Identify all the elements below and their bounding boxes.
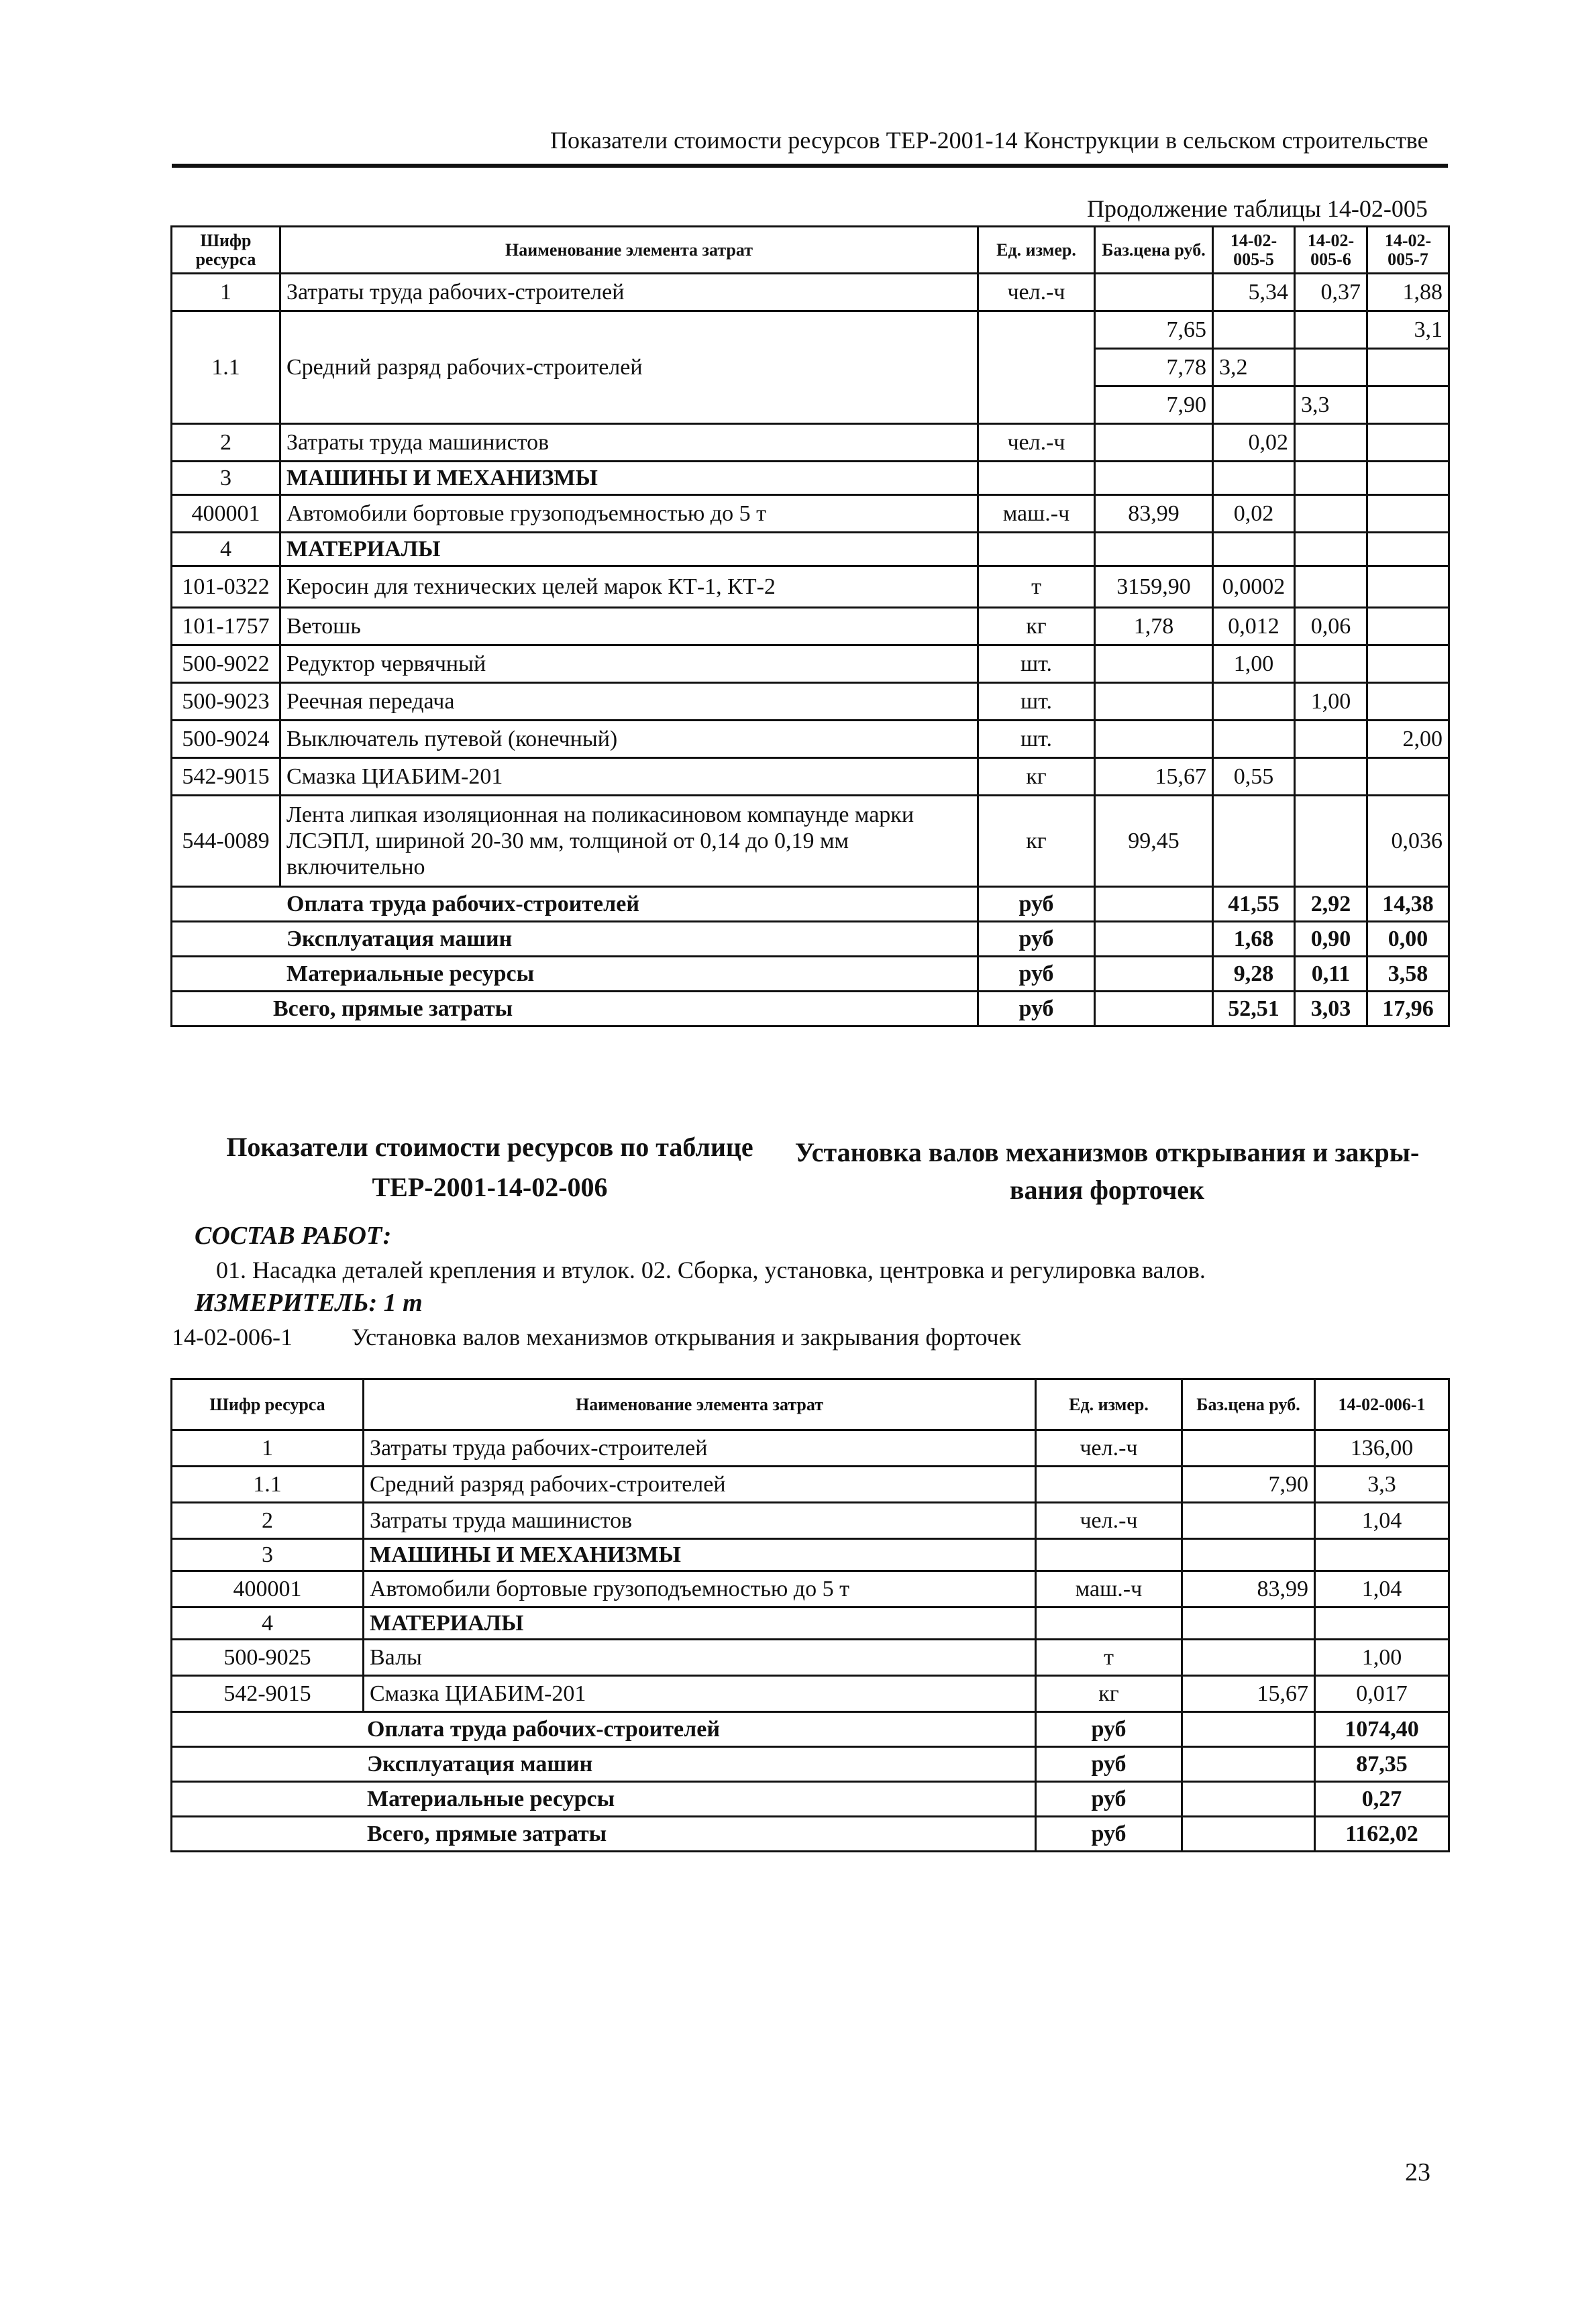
total-unit: руб — [1036, 1747, 1182, 1782]
cell-code: 542-9015 — [172, 1676, 364, 1712]
total-value: 2,92 — [1295, 887, 1367, 922]
item-title: Установка валов механизмов открывания и закрывания форточек — [352, 1324, 1022, 1351]
cell-price — [1095, 424, 1213, 462]
total-empty — [1182, 1712, 1315, 1747]
cell-value: 1,00 — [1213, 645, 1295, 683]
table-row — [172, 1503, 1449, 1539]
cell-name: Лента липкая изоляционная на поликасиновом компаунде марки ЛСЭПЛ, шириной 20-30 мм, толщиной от 0,14 до 0,19 мм включительно — [280, 796, 978, 887]
cell-value — [1213, 683, 1295, 721]
table-row — [172, 758, 1449, 796]
cell-price — [1095, 721, 1213, 758]
cell-price — [1182, 1640, 1315, 1676]
resource-table-14-02-006 — [170, 1378, 1450, 1852]
table-row — [172, 1467, 1449, 1503]
cell-unit — [1036, 1607, 1182, 1640]
total-label: Оплата труда рабочих-строителей — [172, 1712, 1036, 1747]
section-heading-machines: МАШИНЫ И МЕХАНИЗМЫ — [364, 1539, 1036, 1571]
cell-value — [1367, 349, 1449, 386]
total-value: 3,03 — [1295, 992, 1367, 1026]
header-name: Наименование элемента затрат — [280, 227, 978, 274]
cell-unit: чел.-ч — [1036, 1430, 1182, 1467]
header-col-2: 14-02-005-6 — [1295, 227, 1367, 274]
cell-code: 101-0322 — [172, 566, 280, 608]
table-row — [172, 1571, 1449, 1607]
cell-value — [1295, 311, 1367, 349]
cell-value — [1315, 1539, 1449, 1571]
header-code: Шифр ресурса — [172, 1379, 364, 1430]
header-col-3: 14-02-005-7 — [1367, 227, 1449, 274]
cell-value — [1213, 462, 1295, 495]
cell-name: Выключатель путевой (конечный) — [280, 721, 978, 758]
cell-price — [1095, 533, 1213, 566]
section-title-left — [195, 1127, 785, 1208]
cell-name: Ветошь — [280, 608, 978, 645]
cell-code: 4 — [172, 533, 280, 566]
table-row — [172, 274, 1449, 311]
header-unit: Ед. измер. — [978, 227, 1095, 274]
cell-name: Смазка ЦИАБИМ-201 — [280, 758, 978, 796]
cell-price — [1095, 274, 1213, 311]
table-row-section — [172, 533, 1449, 566]
cell-value — [1367, 608, 1449, 645]
total-value: 1162,02 — [1315, 1817, 1449, 1852]
cell-name: Керосин для технических целей марок КТ-1, КТ-2 — [280, 566, 978, 608]
cell-value — [1295, 721, 1367, 758]
cell-name: Затраты труда машинистов — [280, 424, 978, 462]
section-title-line: Установка валов механизмов открывания и закры- — [794, 1137, 1420, 1167]
cell-value — [1367, 462, 1449, 495]
total-value: 14,38 — [1367, 887, 1449, 922]
total-unit: руб — [1036, 1817, 1182, 1852]
cell-code: 400001 — [172, 495, 280, 533]
cell-value — [1295, 533, 1367, 566]
cell-unit: чел.-ч — [1036, 1503, 1182, 1539]
cell-unit: чел.-ч — [978, 274, 1095, 311]
cell-unit: маш.-ч — [978, 495, 1095, 533]
table-row — [172, 608, 1449, 645]
cell-code: 500-9023 — [172, 683, 280, 721]
total-label: Материальные ресурсы — [172, 957, 978, 992]
table-row — [172, 1430, 1449, 1467]
section-heading-materials: МАТЕРИАЛЫ — [280, 533, 978, 566]
cell-value: 3,2 — [1213, 349, 1295, 386]
cell-name: Затраты труда рабочих-строителей — [280, 274, 978, 311]
cell-name: Автомобили бортовые грузоподъемностью до 5 т — [364, 1571, 1036, 1607]
cell-value: 0,0002 — [1213, 566, 1295, 608]
total-value: 0,00 — [1367, 922, 1449, 957]
section-title-line: вания форточек — [1009, 1175, 1205, 1205]
cell-unit: чел.-ч — [978, 424, 1095, 462]
cell-price: 3159,90 — [1095, 566, 1213, 608]
total-empty — [1182, 1747, 1315, 1782]
cell-value — [1367, 386, 1449, 424]
cell-price: 15,67 — [1182, 1676, 1315, 1712]
cell-unit: маш.-ч — [1036, 1571, 1182, 1607]
table-row-section — [172, 1607, 1449, 1640]
total-label: Оплата труда рабочих-строителей — [172, 887, 978, 922]
header-col-1: 14-02-005-5 — [1213, 227, 1295, 274]
cell-name: Реечная передача — [280, 683, 978, 721]
cell-code: 500-9022 — [172, 645, 280, 683]
table-row — [172, 311, 1449, 349]
total-unit: руб — [1036, 1712, 1182, 1747]
total-unit: руб — [978, 992, 1095, 1026]
cell-price — [1095, 645, 1213, 683]
table-header-row — [172, 1379, 1449, 1430]
cell-value — [1367, 533, 1449, 566]
total-unit: руб — [978, 887, 1095, 922]
table-row — [172, 796, 1449, 887]
cell-value: 136,00 — [1315, 1430, 1449, 1467]
cell-name: Автомобили бортовые грузоподъемностью до 5 т — [280, 495, 978, 533]
cell-price — [1182, 1539, 1315, 1571]
cell-value: 5,34 — [1213, 274, 1295, 311]
cell-value — [1213, 311, 1295, 349]
total-value: 1074,40 — [1315, 1712, 1449, 1747]
cell-unit: шт. — [978, 683, 1095, 721]
cell-value — [1367, 683, 1449, 721]
cell-price: 99,45 — [1095, 796, 1213, 887]
cell-code: 2 — [172, 1503, 364, 1539]
total-label: Материальные ресурсы — [172, 1782, 1036, 1817]
total-value: 41,55 — [1213, 887, 1295, 922]
cell-code: 400001 — [172, 1571, 364, 1607]
cell-code: 1.1 — [172, 311, 280, 424]
total-value: 17,96 — [1367, 992, 1449, 1026]
cell-unit — [1036, 1467, 1182, 1503]
cell-price: 1,78 — [1095, 608, 1213, 645]
meter-line — [195, 1288, 423, 1318]
cell-value: 1,88 — [1367, 274, 1449, 311]
table-row — [172, 1676, 1449, 1712]
total-label: Всего, прямые затраты — [172, 992, 978, 1026]
cell-value: 0,017 — [1315, 1676, 1449, 1712]
cell-value: 1,00 — [1315, 1640, 1449, 1676]
totals-row — [172, 1712, 1449, 1747]
total-empty — [1095, 992, 1213, 1026]
cell-value — [1367, 645, 1449, 683]
table-row — [172, 683, 1449, 721]
page-number: 23 — [1405, 2158, 1430, 2186]
totals-row — [172, 1747, 1449, 1782]
totals-row — [172, 1782, 1449, 1817]
cell-price: 7,90 — [1095, 386, 1213, 424]
cell-value — [1367, 495, 1449, 533]
total-unit: руб — [1036, 1782, 1182, 1817]
cell-unit — [1036, 1539, 1182, 1571]
resource-table-14-02-005 — [170, 225, 1450, 1027]
works-label: СОСТАВ РАБОТ: — [195, 1222, 392, 1250]
table-continuation-note: Продолжение таблицы 14-02-005 — [1087, 195, 1428, 222]
cell-code: 3 — [172, 1539, 364, 1571]
total-value: 87,35 — [1315, 1747, 1449, 1782]
cell-price: 83,99 — [1182, 1571, 1315, 1607]
cell-value — [1295, 758, 1367, 796]
header-base-price: Баз.цена руб. — [1182, 1379, 1315, 1430]
total-value: 1,68 — [1213, 922, 1295, 957]
cell-code: 1 — [172, 1430, 364, 1467]
total-empty — [1095, 957, 1213, 992]
table-row — [172, 645, 1449, 683]
table-row — [172, 721, 1449, 758]
cell-name: Смазка ЦИАБИМ-201 — [364, 1676, 1036, 1712]
cell-code: 500-9025 — [172, 1640, 364, 1676]
section-heading-machines: МАШИНЫ И МЕХАНИЗМЫ — [280, 462, 978, 495]
cell-value: 0,036 — [1367, 796, 1449, 887]
cell-price: 83,99 — [1095, 495, 1213, 533]
totals-row — [172, 922, 1449, 957]
cell-value: 0,55 — [1213, 758, 1295, 796]
header-rule — [172, 164, 1448, 168]
cell-code: 101-1757 — [172, 608, 280, 645]
cell-code: 544-0089 — [172, 796, 280, 887]
cell-unit: шт. — [978, 721, 1095, 758]
cell-price — [1095, 462, 1213, 495]
cell-price: 7,90 — [1182, 1467, 1315, 1503]
header-name: Наименование элемента затрат — [364, 1379, 1036, 1430]
cell-price — [1095, 683, 1213, 721]
total-value: 0,27 — [1315, 1782, 1449, 1817]
meter-value: 1 т — [383, 1289, 423, 1317]
total-empty — [1182, 1782, 1315, 1817]
cell-value — [1295, 566, 1367, 608]
header-code: Шифр ресурса — [172, 227, 280, 274]
header-unit: Ед. измер. — [1036, 1379, 1182, 1430]
cell-value: 0,06 — [1295, 608, 1367, 645]
cell-price — [1182, 1430, 1315, 1467]
cell-code: 1.1 — [172, 1467, 364, 1503]
total-value: 3,58 — [1367, 957, 1449, 992]
cell-code: 542-9015 — [172, 758, 280, 796]
cell-unit: кг — [978, 608, 1095, 645]
total-value: 9,28 — [1213, 957, 1295, 992]
total-label: Эксплуатация машин — [172, 922, 978, 957]
cell-value: 0,02 — [1213, 495, 1295, 533]
cell-name: Затраты труда машинистов — [364, 1503, 1036, 1539]
total-empty — [1095, 887, 1213, 922]
total-unit: руб — [978, 957, 1095, 992]
cell-value: 1,04 — [1315, 1571, 1449, 1607]
cell-unit: т — [978, 566, 1095, 608]
table-row — [172, 566, 1449, 608]
cell-value — [1295, 424, 1367, 462]
total-value: 0,11 — [1295, 957, 1367, 992]
cell-value: 0,37 — [1295, 274, 1367, 311]
cell-value: 2,00 — [1367, 721, 1449, 758]
total-empty — [1095, 922, 1213, 957]
cell-unit: кг — [978, 758, 1095, 796]
cell-value — [1295, 645, 1367, 683]
cell-price — [1182, 1607, 1315, 1640]
cell-value — [1367, 758, 1449, 796]
totals-row — [172, 957, 1449, 992]
totals-row — [172, 992, 1449, 1026]
cell-name: Затраты труда рабочих-строителей — [364, 1430, 1036, 1467]
cell-value — [1213, 721, 1295, 758]
header-col-1: 14-02-006-1 — [1315, 1379, 1449, 1430]
table-row — [172, 424, 1449, 462]
header-base-price: Баз.цена руб. — [1095, 227, 1213, 274]
totals-row — [172, 1817, 1449, 1852]
meter-label: ИЗМЕРИТЕЛЬ: — [195, 1289, 378, 1317]
section-heading-materials: МАТЕРИАЛЫ — [364, 1607, 1036, 1640]
cell-unit: кг — [978, 796, 1095, 887]
cell-price: 15,67 — [1095, 758, 1213, 796]
total-value: 52,51 — [1213, 992, 1295, 1026]
total-unit: руб — [978, 922, 1095, 957]
item-code: 14-02-006-1 — [172, 1324, 293, 1351]
table-row-section — [172, 1539, 1449, 1571]
cell-name: Средний разряд рабочих-строителей — [280, 311, 978, 424]
cell-name: Редуктор червячный — [280, 645, 978, 683]
total-label: Эксплуатация машин — [172, 1747, 1036, 1782]
table-header-row — [172, 227, 1449, 274]
cell-value: 3,1 — [1367, 311, 1449, 349]
cell-price: 7,65 — [1095, 311, 1213, 349]
cell-value — [1213, 386, 1295, 424]
cell-value — [1295, 796, 1367, 887]
cell-value — [1213, 533, 1295, 566]
cell-value: 3,3 — [1295, 386, 1367, 424]
cell-code: 1 — [172, 274, 280, 311]
cell-value — [1213, 796, 1295, 887]
cell-unit: т — [1036, 1640, 1182, 1676]
cell-unit: шт. — [978, 645, 1095, 683]
table-row — [172, 495, 1449, 533]
works-text: 01. Насадка деталей крепления и втулок. 02. Сборка, установка, центровка и регулировка валов. — [216, 1257, 1206, 1283]
total-empty — [1182, 1817, 1315, 1852]
cell-price: 7,78 — [1095, 349, 1213, 386]
section-title-line: Показатели стоимости ресурсов по таблице — [226, 1132, 753, 1162]
cell-value — [1367, 566, 1449, 608]
cell-value — [1295, 495, 1367, 533]
cell-code: 4 — [172, 1607, 364, 1640]
total-value: 0,90 — [1295, 922, 1367, 957]
total-label: Всего, прямые затраты — [172, 1817, 1036, 1852]
cell-unit — [978, 311, 1095, 424]
cell-value: 1,00 — [1295, 683, 1367, 721]
totals-row — [172, 887, 1449, 922]
cell-value — [1295, 349, 1367, 386]
cell-value: 3,3 — [1315, 1467, 1449, 1503]
cell-value: 1,04 — [1315, 1503, 1449, 1539]
cell-value — [1295, 462, 1367, 495]
cell-value — [1315, 1607, 1449, 1640]
cell-name: Валы — [364, 1640, 1036, 1676]
cell-value — [1367, 424, 1449, 462]
cell-unit — [978, 462, 1095, 495]
cell-value: 0,02 — [1213, 424, 1295, 462]
cell-code: 500-9024 — [172, 721, 280, 758]
running-header: Показатели стоимости ресурсов ТЕР-2001-14 Конструкции в сельском строительстве — [550, 127, 1428, 154]
cell-price — [1182, 1503, 1315, 1539]
table-row — [172, 1640, 1449, 1676]
cell-code: 3 — [172, 462, 280, 495]
cell-unit — [978, 533, 1095, 566]
cell-code: 2 — [172, 424, 280, 462]
section-table-code: ТЕР-2001-14-02-006 — [372, 1172, 608, 1202]
cell-name: Средний разряд рабочих-строителей — [364, 1467, 1036, 1503]
cell-unit: кг — [1036, 1676, 1182, 1712]
section-title-right — [785, 1134, 1429, 1209]
table-row-section — [172, 462, 1449, 495]
cell-value: 0,012 — [1213, 608, 1295, 645]
